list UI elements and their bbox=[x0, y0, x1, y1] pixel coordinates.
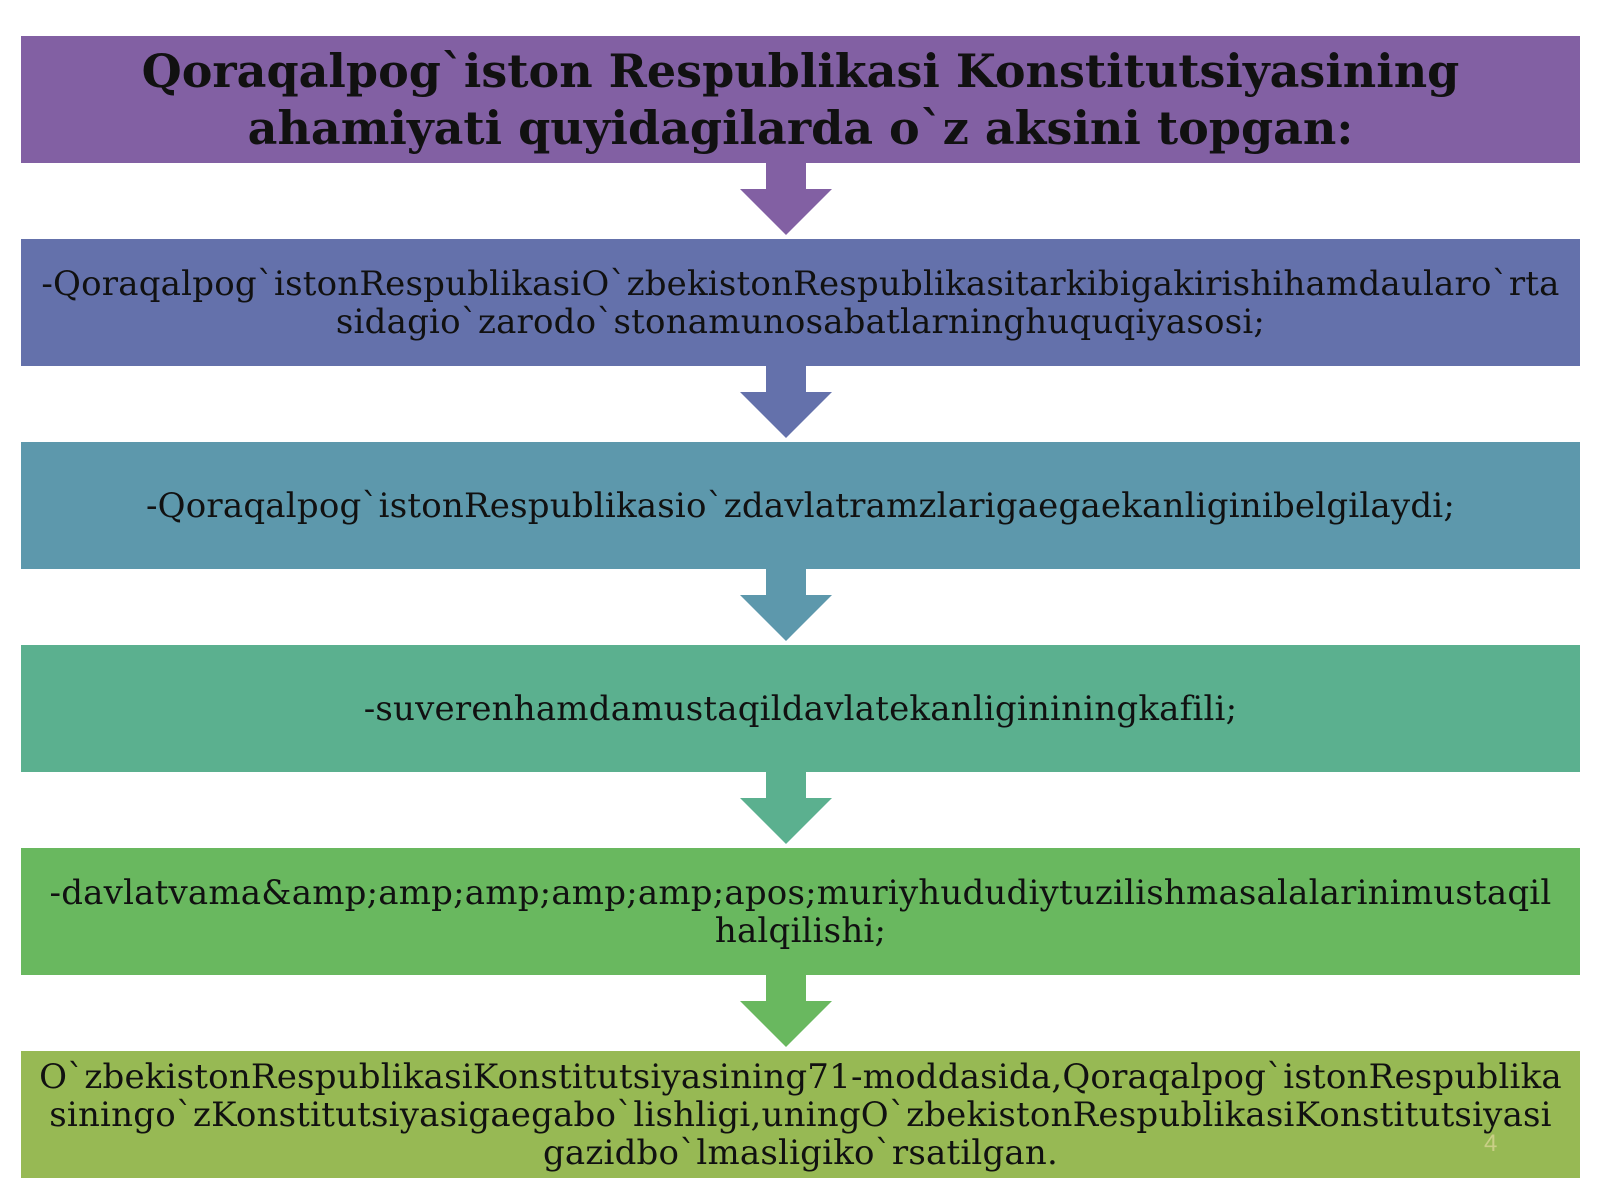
arrow-down-icon bbox=[740, 770, 832, 844]
arrow-down-icon bbox=[740, 364, 832, 438]
step-text-1: -Qoraqalpog`istonRespublikasiO`zbekistonRespublikasitarkibigakirishihamdaularo`rtasidagio`zarodo`stonamunosabatlarninghuquqiyasosi; bbox=[41, 263, 1560, 342]
arrow-down-icon bbox=[740, 161, 832, 235]
step-text-5: O`zbekistonRespublikasiKonstitutsiyasining71-moddasida,Qoraqalpog`istonRespublikasiningo`zKonstitutsiyasigaegabo`lishligi,uningO`zbekistonRespublikasiKonstitutsiyasigazidbo`lmasligiko`rsatilgan. bbox=[39, 1056, 1562, 1173]
step-text-3: -suverenhamdamustaqildavlatekanligininingkafili; bbox=[363, 688, 1238, 729]
step-text-2: -Qoraqalpog`istonRespublikasio`zdavlatramzlarigaegaekanliginibelgilaydi; bbox=[145, 485, 1456, 526]
step-box-3 bbox=[21, 645, 1580, 772]
title-box bbox=[21, 36, 1580, 163]
arrow-down-icon bbox=[740, 567, 832, 641]
step-box-1 bbox=[21, 239, 1580, 366]
arrow-down-icon bbox=[740, 973, 832, 1047]
step-box-4 bbox=[21, 848, 1580, 975]
title-text: Qoraqalpog`iston Respublikasi Konstitutsiyasining ahamiyati quyidagilarda o`z aksini topgan: bbox=[141, 43, 1460, 155]
step-text-4: -davlatvama&amp;amp;amp;amp;amp;apos;muriyhududiytuzilishmasalalarinimustaqilhalqilishi; bbox=[49, 872, 1552, 951]
step-box-2 bbox=[21, 442, 1580, 569]
slide-number: 4 bbox=[1484, 1130, 1498, 1157]
step-box-5 bbox=[21, 1051, 1580, 1178]
